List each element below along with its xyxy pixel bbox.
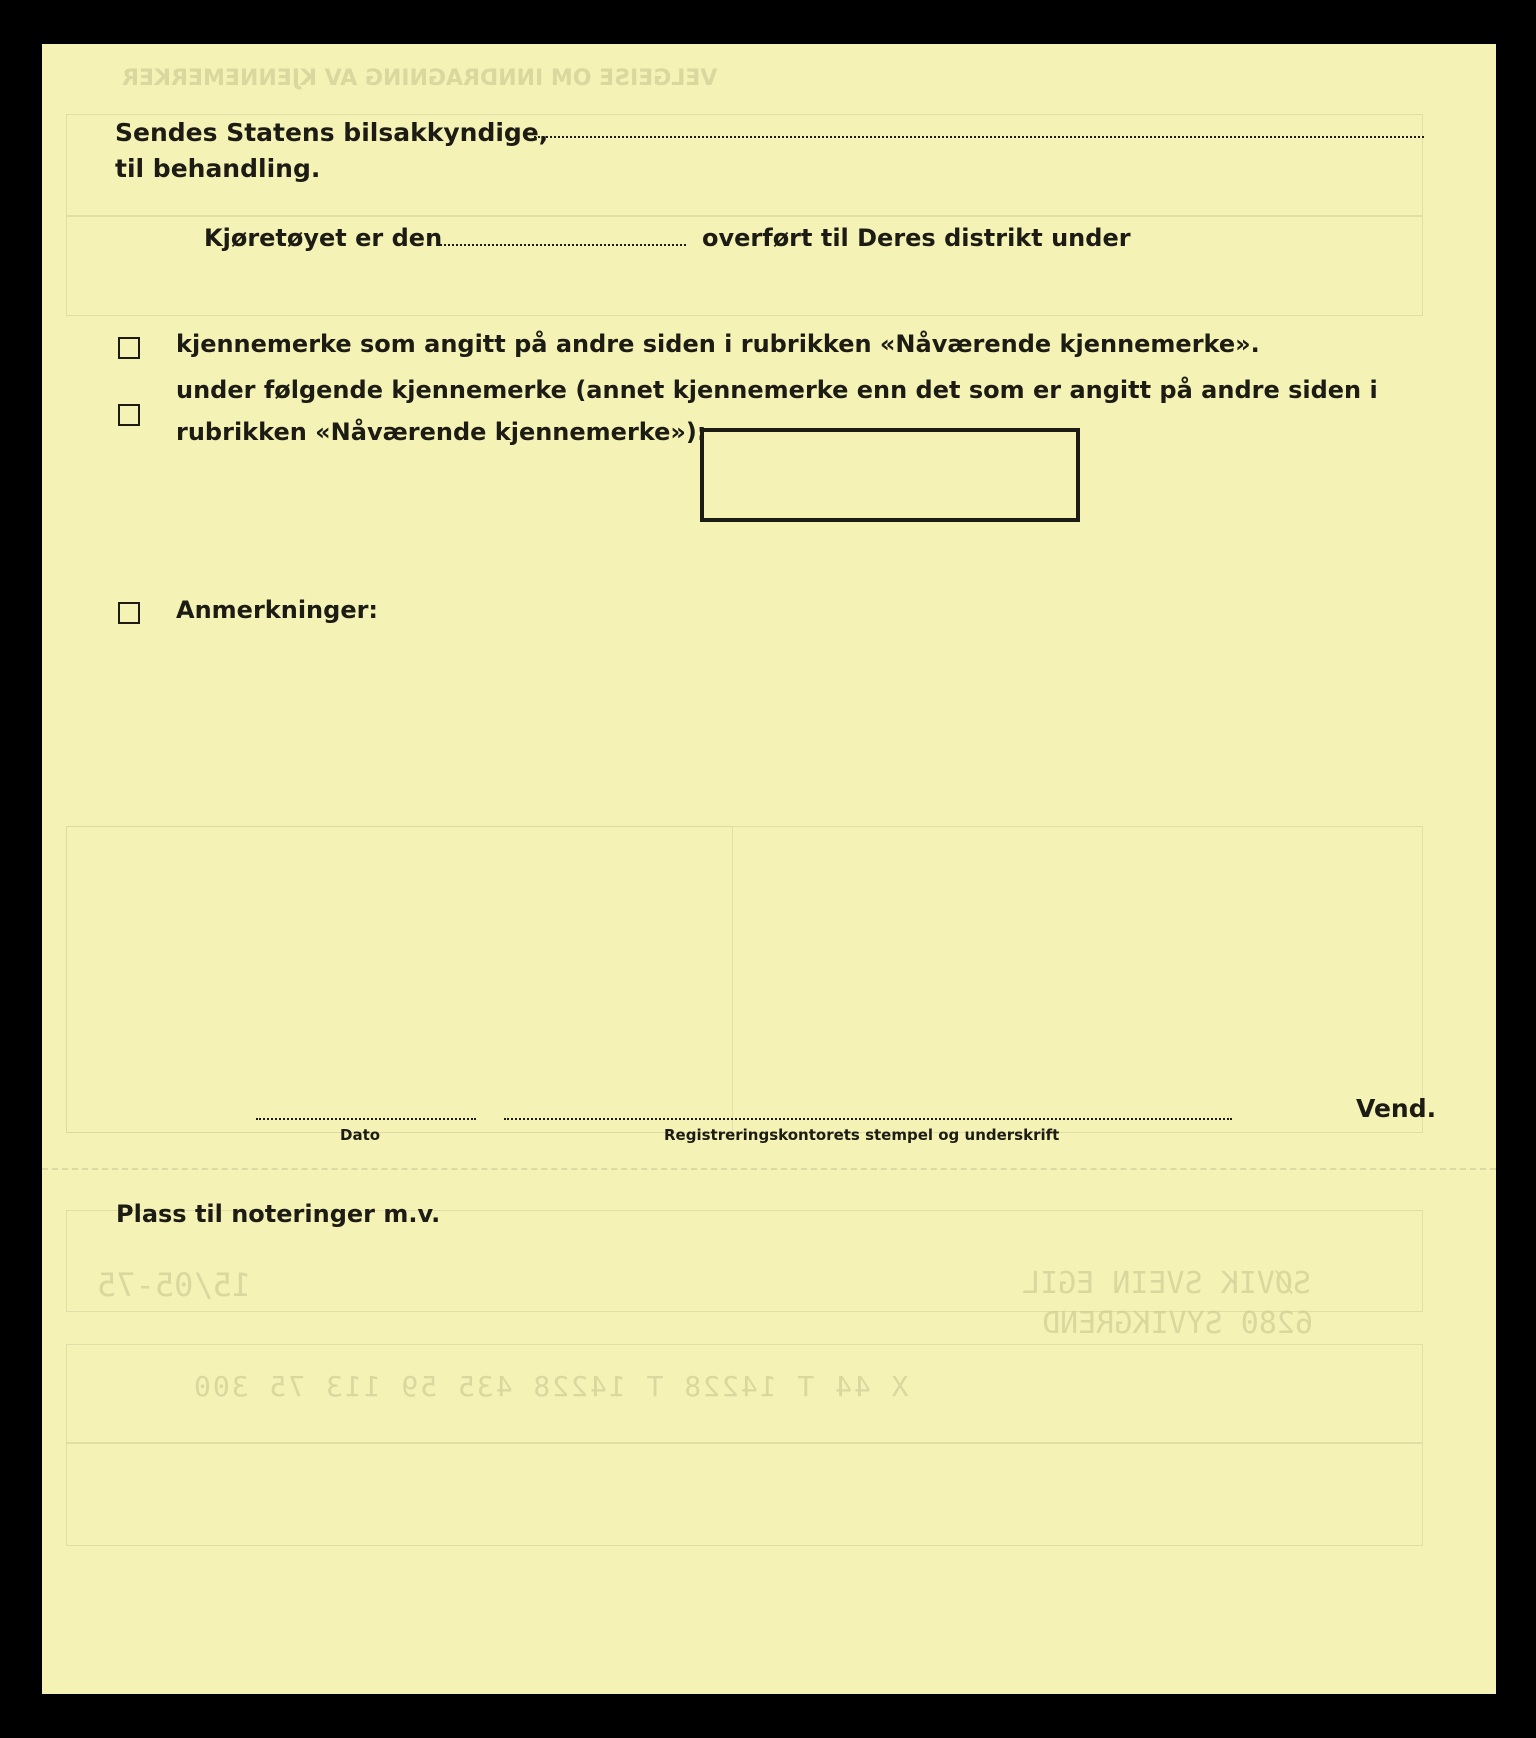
remarks-label: Anmerkninger: bbox=[176, 596, 379, 624]
remarks-checkbox[interactable] bbox=[118, 602, 140, 624]
other-plate-input-box[interactable] bbox=[700, 428, 1080, 522]
showthrough-heading: VELGEISE OM INNDRAGNING AV KJENNEMERKER bbox=[122, 66, 718, 91]
vend-label: Vend. bbox=[1356, 1094, 1437, 1123]
option-other-plate-line1: under følgende kjennemerke (annet kjennemerke enn det som er angitt på andre siden i bbox=[176, 376, 1378, 404]
perforation-line bbox=[42, 1168, 1496, 1170]
showthrough-date-value: 15/05-75 bbox=[97, 1266, 252, 1304]
option-current-plate-checkbox[interactable] bbox=[118, 337, 140, 359]
date-signature-line[interactable] bbox=[256, 1118, 476, 1120]
notes-label: Plass til noteringer m.v. bbox=[116, 1200, 441, 1228]
option-other-plate-checkbox[interactable] bbox=[118, 404, 140, 426]
stamp-signature-line[interactable] bbox=[504, 1118, 1232, 1120]
option-current-plate-label: kjennemerke som angitt på andre siden i rubrikken «Nåværende kjennemerke». bbox=[176, 330, 1260, 358]
option-other-plate-line2: rubrikken «Nåværende kjennemerke»): bbox=[176, 418, 707, 446]
showthrough-row-values: X 44 T 14228 T 14228 435 59 113 75 300 bbox=[192, 1370, 909, 1403]
vehicle-transfer-suffix: overført til Deres distrikt under bbox=[702, 224, 1131, 252]
date-label: Dato bbox=[340, 1126, 381, 1144]
showthrough-name-line2: 6280 SYVIKGREND bbox=[1042, 1306, 1313, 1341]
send-line-1: Sendes Statens bilsakkyndige, bbox=[115, 118, 549, 147]
showthrough-grid-mid-col bbox=[66, 826, 733, 1133]
stamp-label: Registreringskontorets stempel og underskrift bbox=[664, 1126, 1060, 1144]
send-line-2: til behandling. bbox=[115, 154, 321, 183]
showthrough-name-line1: SØVIK SVEIN EGIL bbox=[1022, 1266, 1311, 1301]
vehicle-transfer-prefix: Kjøretøyet er den bbox=[204, 224, 443, 252]
showthrough-box-lower bbox=[66, 1442, 1423, 1546]
document-page bbox=[42, 44, 1496, 1694]
send-to-field[interactable] bbox=[534, 136, 1424, 138]
transfer-date-field[interactable] bbox=[440, 244, 686, 246]
